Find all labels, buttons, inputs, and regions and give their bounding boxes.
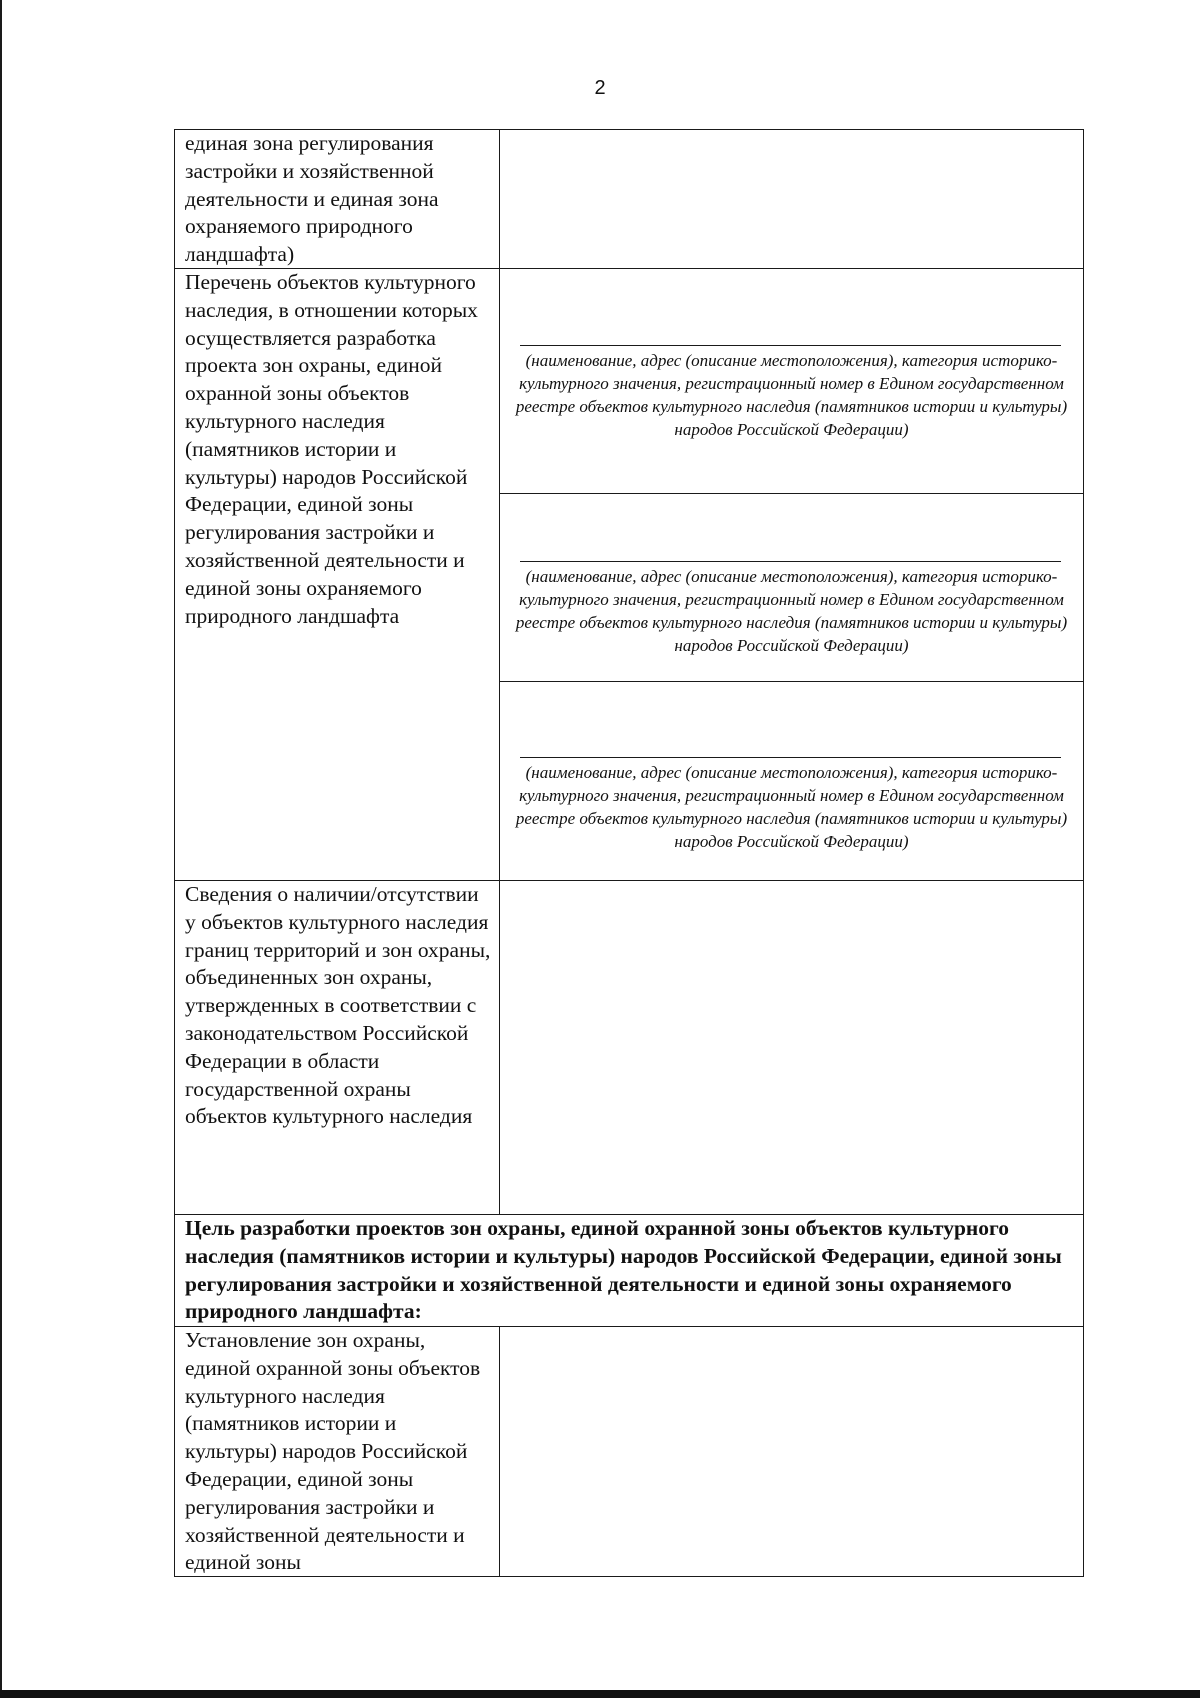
table-row [175, 1327, 1084, 1577]
form-table [174, 129, 1084, 1577]
value-field[interactable] [500, 130, 1084, 269]
entry-caption: (наименование, адрес (описание местоположения), категория историко-культурного значения, регистрационный номер в Едином государственном реестре объектов культурного наследия (памятников истории и культуры) народов Российской Федерации) [515, 351, 1068, 439]
table-row [175, 881, 1084, 1215]
heritage-object-entry[interactable] [500, 269, 1084, 494]
fill-in-line [520, 345, 1061, 346]
row-label-cell [175, 881, 500, 1215]
entry-caption: (наименование, адрес (описание местоположения), категория историко-культурного значения, регистрационный номер в Едином государственном реестре объектов культурного наследия (памятников истории и культуры) народов Российской Федерации) [515, 763, 1068, 852]
table-row [175, 1215, 1084, 1327]
row-label: Сведения о наличии/отсутствии у объектов культурного наследия границ территорий и зон охраны, объединенных зон охраны, утвержденных в соответствии с законодательством Российской Федерации в области государственной охраны объектов культурного наследия [185, 882, 491, 1129]
heritage-object-entry[interactable] [500, 682, 1084, 881]
fill-in-line [520, 757, 1061, 758]
fill-in-line [520, 561, 1061, 562]
value-field[interactable] [500, 881, 1084, 1215]
section-heading-cell [175, 1215, 1084, 1327]
row-label-cell [175, 269, 500, 881]
table-row [175, 130, 1084, 269]
scan-edge-left [0, 0, 2, 1698]
page-number: 2 [594, 77, 606, 99]
heritage-object-entry[interactable] [500, 493, 1084, 682]
row-label: единая зона регулирования застройки и хозяйственной деятельности и единая зона охраняемого природного ландшафта) [185, 131, 439, 267]
row-label-cell [175, 1327, 500, 1577]
section-heading: Цель разработки проектов зон охраны, единой охранной зоны объектов культурного наследия (памятников истории и культуры) народов Российской Федерации, единой зоны регулирования застройки и хозяйственной деятельности и единой зоны охраняемого природного ландшафта: [185, 1216, 1062, 1324]
row-label: Перечень объектов культурного наследия, в отношении которых осуществляется разработка проекта зон охраны, единой охранной зоны объектов культурного наследия (памятников истории и культуры) народов Российской Федерации, единой зоны регулирования застройки и хозяйственной деятельности и единой зоны охраняемого природного ландшафта [185, 270, 478, 628]
row-label-cell [175, 130, 500, 269]
row-label: Установление зон охраны, единой охранной зоны объектов культурного наследия (памятников истории и культуры) народов Российской Федерации, единой зоны регулирования застройки и хозяйственной деятельности и единой зоны [185, 1328, 481, 1575]
table-row [175, 269, 1084, 494]
scan-edge-bottom [0, 1690, 1200, 1698]
value-field[interactable] [500, 1327, 1084, 1577]
entry-caption: (наименование, адрес (описание местоположения), категория историко-культурного значения, регистрационный номер в Едином государственном реестре объектов культурного наследия (памятников истории и культуры) народов Российской Федерации) [515, 566, 1068, 655]
